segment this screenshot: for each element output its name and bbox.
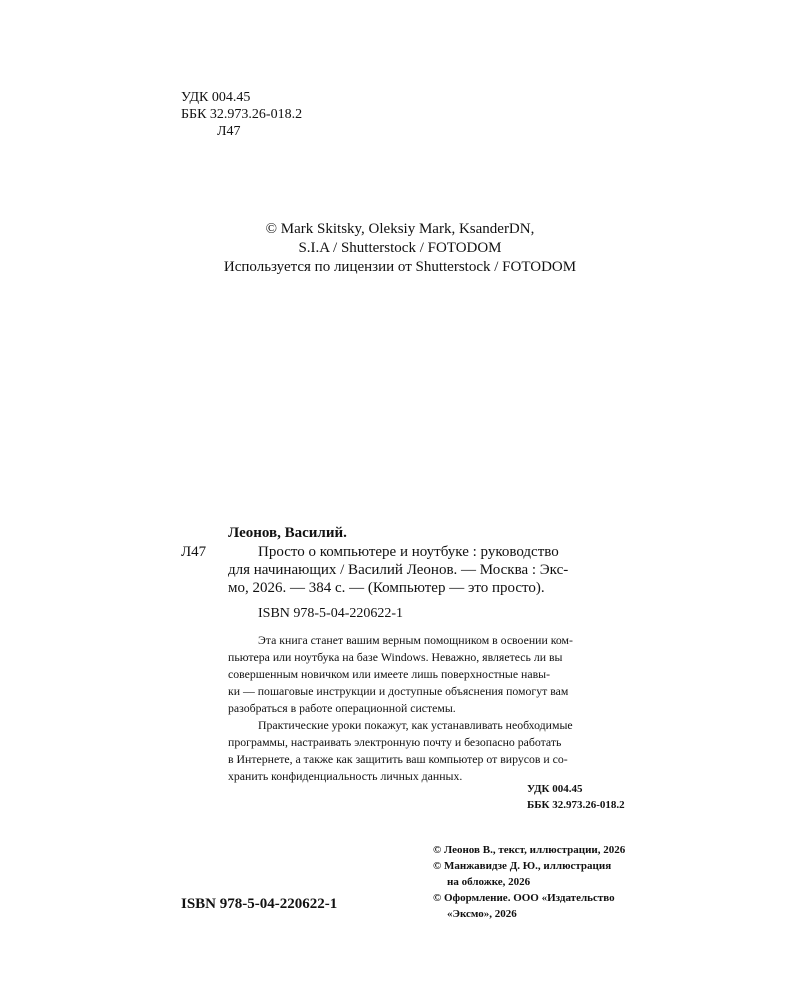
classification-block-bottom	[527, 781, 625, 813]
record-line-3: мо, 2026. — 384 с. — (Компьютер — это просто).	[228, 580, 545, 596]
record-author: Леонов, Василий.	[228, 525, 347, 541]
udk-code: УДК 004.45	[527, 783, 583, 795]
credits-line-2: S.I.A / Shutterstock / FOTODOM	[298, 240, 502, 256]
image-credits	[0, 220, 800, 277]
annotation	[228, 632, 638, 785]
copyright-illustration-cont: на обложке, 2026	[447, 876, 531, 888]
record-line-1: Просто о компьютере и ноутбуке : руководство	[258, 544, 559, 560]
annotation-line: программы, настраивать электронную почту и безопасно работать	[228, 735, 562, 749]
copyright-notices	[433, 842, 625, 922]
record-isbn: ISBN 978-5-04-220622-1	[258, 606, 404, 621]
annotation-line: Эта книга станет вашим верным помощником в освоении ком-	[258, 633, 573, 647]
annotation-line: ки — пошаговые инструкции и доступные объяснения помогут вам	[228, 684, 569, 698]
copyright-design: © Оформление. ООО «Издательство	[433, 892, 615, 904]
annotation-line: в Интернете, а также как защитить ваш компьютер от вирусов и со-	[228, 752, 568, 766]
annotation-line: совершенным новичком или имеете лишь поверхностные навы-	[228, 667, 551, 681]
bbk-code: ББК 32.973.26-018.2	[181, 107, 303, 122]
annotation-paragraph-2	[228, 717, 638, 785]
classification-block-top	[181, 89, 302, 140]
annotation-paragraph-1	[228, 632, 638, 717]
bbk-code: ББК 32.973.26-018.2	[527, 799, 625, 811]
record-author-sign: Л47	[181, 544, 207, 560]
annotation-line: разобраться в работе операционной системы.	[228, 701, 456, 715]
udk-code: УДК 004.45	[181, 90, 251, 105]
copyright-design-cont: «Эксмо», 2026	[447, 908, 517, 920]
annotation-line: пьютера или ноутбука на базе Windows. Неважно, являетесь ли вы	[228, 650, 563, 664]
copyright-illustration: © Манжавидзе Д. Ю., иллюстрация	[433, 860, 612, 872]
bibliographic-description	[228, 543, 638, 597]
credits-line-1: © Mark Skitsky, Oleksiy Mark, KsanderDN,	[265, 221, 535, 237]
author-sign: Л47	[217, 124, 241, 139]
record-line-2: для начинающих / Василий Леонов. — Москва : Экс-	[228, 562, 569, 578]
credits-license: Используется по лицензии от Shutterstock / FOTODOM	[223, 259, 577, 275]
isbn-bottom: ISBN 978-5-04-220622-1	[181, 896, 338, 912]
annotation-line: хранить конфиденциальность личных данных.	[228, 769, 463, 783]
copyright-text: © Леонов В., текст, иллюстрации, 2026	[433, 844, 626, 856]
annotation-line: Практические уроки покажут, как устанавливать необходимые	[258, 718, 573, 732]
